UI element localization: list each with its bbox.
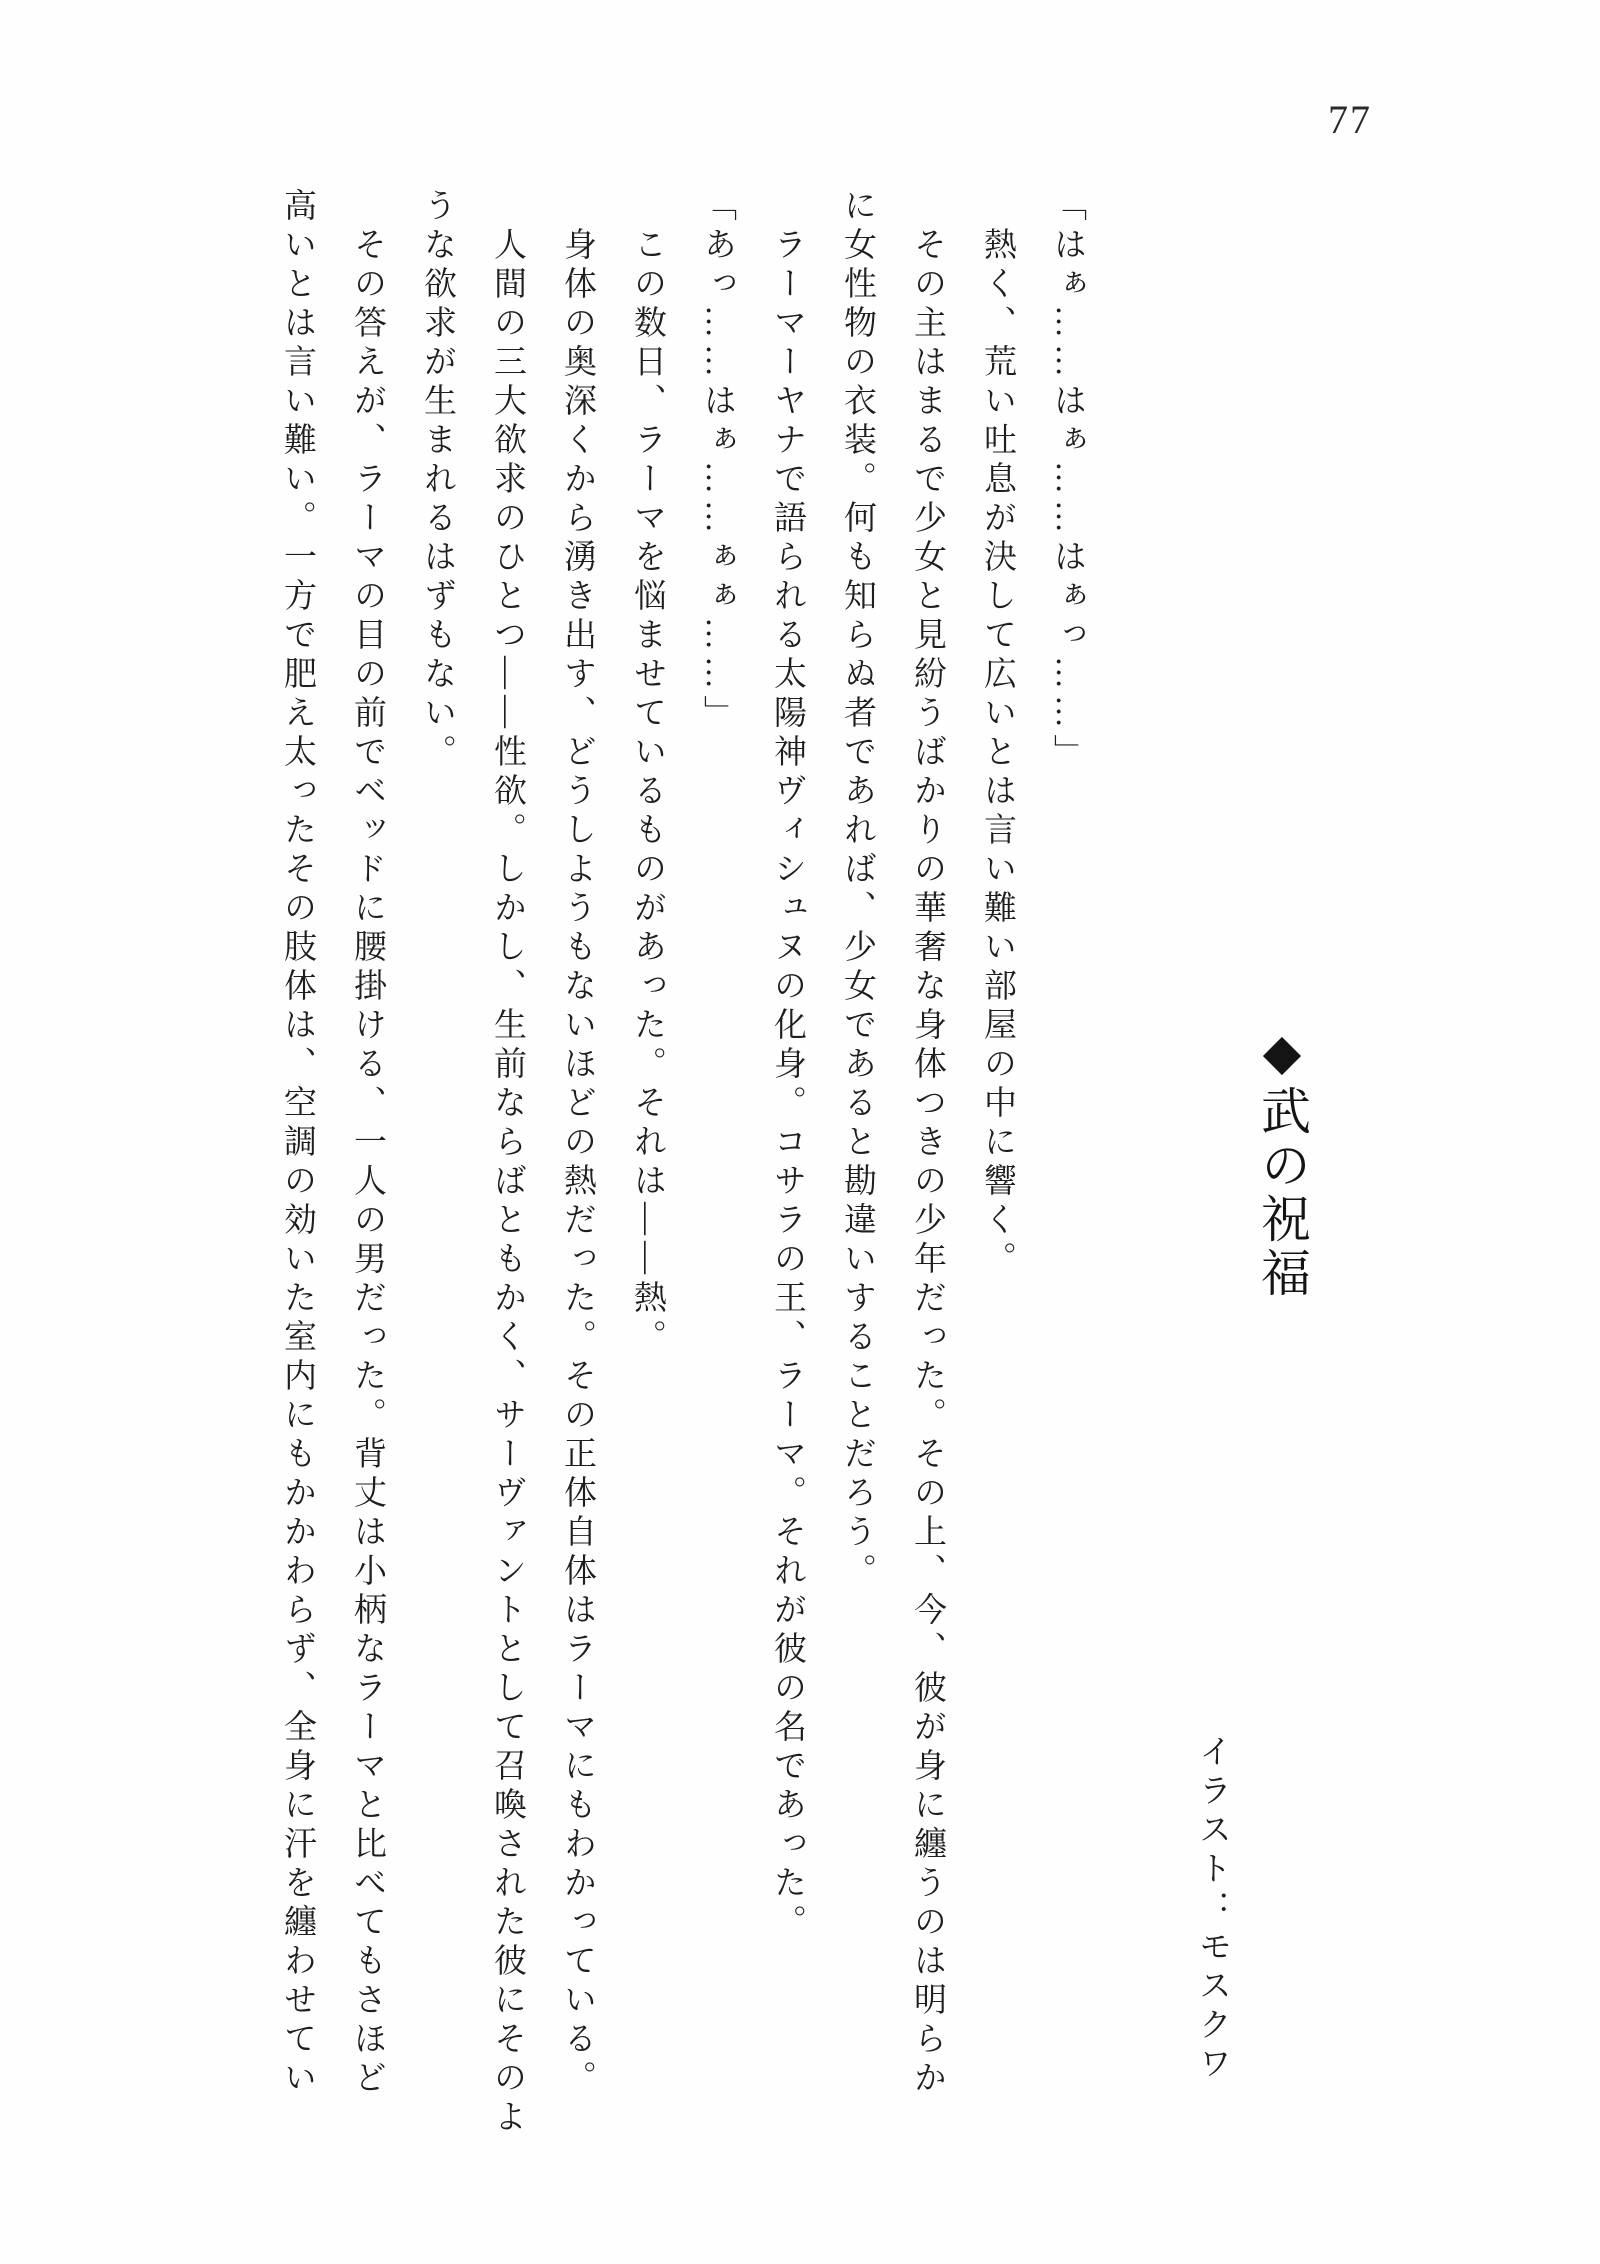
text-column: うな欲求が生まれるはずもない。: [419, 188, 455, 773]
text-column: この数日、ラーマを悩ませているものがあった。それは――熱。: [629, 227, 665, 1358]
text-column: その答えが、ラーマの目の前でベッドに腰掛ける、一人の男だった。背丈は小柄なラーマと比べてもさほど: [349, 227, 385, 2099]
text-column: 高いとは言い難い。一方で肥え太ったその肢体は、空調の効いた室内にもかかわらず、全身に汗を纏わせてい: [279, 188, 315, 2099]
diamond-icon: ◆: [1254, 1023, 1310, 1085]
chapter-title: [1247, 1023, 1317, 1323]
text-column: その主はまるで少女と見紛うばかりの華奢な身体つきの少年だった。その上、今、彼が身に纏うのは明らか: [909, 227, 945, 2099]
text-column: 人間の三大欲求のひとつ――性欲。しかし、生前ならばともかく、サーヴァントとして召喚された彼にそのよ: [489, 227, 525, 2138]
text-column: ラーマーヤナで語られる太陽神ヴィシュヌの化身。コサラの王、ラーマ。それが彼の名であった。: [769, 227, 805, 1943]
text-column: 「あっ……はぁ……ぁぁ……」: [699, 188, 735, 734]
text-column: 熱く、荒い吐息が決して広いとは言い難い部屋の中に響く。: [979, 227, 1015, 1280]
text-column: 「はぁ……はぁ……はぁっ……」: [1049, 188, 1085, 773]
body-text: [262, 188, 1102, 2178]
text-column: に女性物の衣装。何も知らぬ者であれば、少女であると勘違いすることだろう。: [839, 188, 875, 1592]
text-column: 身体の奥深くから湧き出す、どうしようもないほどの熱だった。その正体自体はラーマにもわかっている。: [559, 227, 595, 2099]
page-number: 77: [1328, 97, 1372, 142]
chapter-title-text: 武の祝福: [1254, 1085, 1310, 1301]
illustrator-credit: イラスト：モスクワ: [1194, 1734, 1230, 2085]
